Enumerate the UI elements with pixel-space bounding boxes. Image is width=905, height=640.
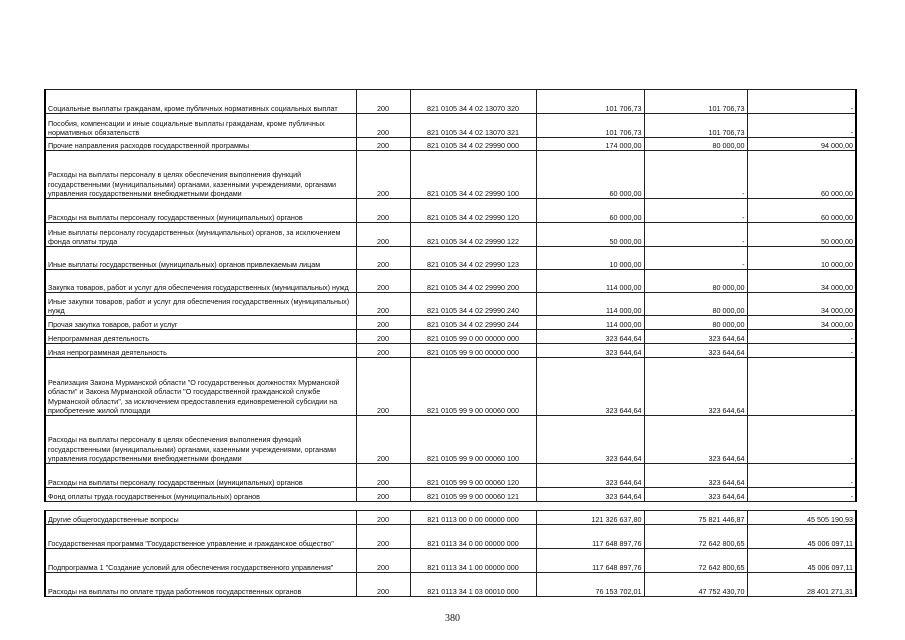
row-code: 200 <box>356 151 410 199</box>
row-code: 200 <box>356 358 410 416</box>
row-code: 200 <box>356 344 410 358</box>
row-unexecuted: 10 000,00 <box>747 247 856 270</box>
row-executed: 323 644,64 <box>644 344 747 358</box>
row-name: Реализация Закона Мурманской области "О государственных должностях Мурманской области" и Закона Мурманской области "О государственной гражданской службе Мурманской области", за исключением предоставления единовременной субсидии на приобретение жилой площади <box>45 358 356 416</box>
row-classification: 821 0105 34 4 02 29990 120 <box>410 199 536 223</box>
row-unexecuted: - <box>747 358 856 416</box>
table-row <box>45 464 856 488</box>
row-executed: 101 706,73 <box>644 90 747 114</box>
row-classification: 821 0105 99 9 00 00060 000 <box>410 358 536 416</box>
row-approved: 76 153 702,01 <box>536 573 644 597</box>
row-approved: 323 644,64 <box>536 358 644 416</box>
row-unexecuted: - <box>747 344 856 358</box>
row-name: Социальные выплаты гражданам, кроме публичных нормативных социальных выплат <box>45 90 356 114</box>
row-classification: 821 0105 99 9 00 00000 000 <box>410 344 536 358</box>
row-classification: 821 0113 34 1 00 00000 000 <box>410 549 536 573</box>
table-row <box>45 416 856 464</box>
row-approved: 117 648 897,76 <box>536 549 644 573</box>
row-name: Прочие направления расходов государственной программы <box>45 138 356 151</box>
row-unexecuted: 50 000,00 <box>747 223 856 247</box>
row-executed: 101 706,73 <box>644 114 747 138</box>
row-name: Непрограммная деятельность <box>45 330 356 344</box>
page-number: 380 <box>445 613 460 624</box>
row-approved: 50 000,00 <box>536 223 644 247</box>
table-row <box>45 330 856 344</box>
row-name: Расходы на выплаты персоналу государственных (муниципальных) органов <box>45 464 356 488</box>
row-unexecuted: - <box>747 416 856 464</box>
table-row <box>45 223 856 247</box>
table-row <box>45 270 856 293</box>
row-classification: 821 0105 34 4 02 29990 200 <box>410 270 536 293</box>
table-row <box>45 138 856 151</box>
row-executed: 80 000,00 <box>644 138 747 151</box>
row-executed: 323 644,64 <box>644 330 747 344</box>
row-classification: 821 0105 99 0 00 00000 000 <box>410 330 536 344</box>
row-approved: 60 000,00 <box>536 199 644 223</box>
table-row <box>45 151 856 199</box>
row-unexecuted: 94 000,00 <box>747 138 856 151</box>
row-code: 200 <box>356 247 410 270</box>
row-name: Иные закупки товаров, работ и услуг для обеспечения государственных (муниципальных) нужд <box>45 293 356 316</box>
table-row <box>45 525 856 549</box>
row-executed: 80 000,00 <box>644 293 747 316</box>
row-classification: 821 0105 34 4 02 29990 244 <box>410 316 536 330</box>
row-code: 200 <box>356 199 410 223</box>
row-approved: 323 644,64 <box>536 464 644 488</box>
row-name: Расходы на выплаты персоналу государственных (муниципальных) органов <box>45 199 356 223</box>
row-gap <box>45 502 856 511</box>
row-name: Иные выплаты персоналу государственных (муниципальных) органов, за исключением фонда оплаты труда <box>45 223 356 247</box>
row-code: 200 <box>356 573 410 597</box>
row-name: Фонд оплаты труда государственных (муниципальных) органов <box>45 488 356 502</box>
table-row <box>45 247 856 270</box>
row-executed: - <box>644 151 747 199</box>
budget-table <box>44 89 857 597</box>
row-unexecuted: 45 505 190,93 <box>747 511 856 525</box>
table-row <box>45 488 856 502</box>
row-unexecuted: 34 000,00 <box>747 316 856 330</box>
row-executed: - <box>644 223 747 247</box>
row-unexecuted: - <box>747 114 856 138</box>
row-approved: 114 000,00 <box>536 270 644 293</box>
table-row <box>45 511 856 525</box>
row-name: Государственная программа "Государственное управление и гражданское общество" <box>45 525 356 549</box>
row-classification: 821 0113 34 0 00 00000 000 <box>410 525 536 549</box>
table-row <box>45 90 856 114</box>
row-unexecuted: 28 401 271,31 <box>747 573 856 597</box>
row-code: 200 <box>356 138 410 151</box>
row-executed: 47 752 430,70 <box>644 573 747 597</box>
row-classification: 821 0113 34 1 03 00010 000 <box>410 573 536 597</box>
row-unexecuted: 60 000,00 <box>747 199 856 223</box>
row-executed: - <box>644 247 747 270</box>
row-code: 200 <box>356 488 410 502</box>
row-approved: 323 644,64 <box>536 330 644 344</box>
row-approved: 323 644,64 <box>536 344 644 358</box>
row-classification: 821 0105 34 4 02 29990 100 <box>410 151 536 199</box>
row-code: 200 <box>356 316 410 330</box>
row-executed: - <box>644 199 747 223</box>
row-unexecuted: - <box>747 90 856 114</box>
row-executed: 323 644,64 <box>644 416 747 464</box>
row-unexecuted: 45 006 097,11 <box>747 525 856 549</box>
row-executed: 72 642 800,65 <box>644 549 747 573</box>
table-row <box>45 316 856 330</box>
row-executed: 75 821 446,87 <box>644 511 747 525</box>
row-code: 200 <box>356 464 410 488</box>
row-name: Расходы на выплаты по оплате труда работников государственных органов <box>45 573 356 597</box>
row-code: 200 <box>356 511 410 525</box>
row-classification: 821 0105 34 4 02 13070 321 <box>410 114 536 138</box>
row-name: Расходы на выплаты персоналу в целях обеспечения выполнения функций государственными (муниципальными) органами, казенными учреждениями, органами управления государственными внебюджетными фондами <box>45 151 356 199</box>
row-code: 200 <box>356 549 410 573</box>
row-unexecuted: - <box>747 488 856 502</box>
row-code: 200 <box>356 270 410 293</box>
row-classification: 821 0105 99 9 00 00060 121 <box>410 488 536 502</box>
row-unexecuted: - <box>747 330 856 344</box>
row-name: Закупка товаров, работ и услуг для обеспечения государственных (муниципальных) нужд <box>45 270 356 293</box>
row-classification: 821 0105 34 4 02 29990 122 <box>410 223 536 247</box>
row-unexecuted: - <box>747 464 856 488</box>
row-classification: 821 0105 34 4 02 29990 123 <box>410 247 536 270</box>
row-code: 200 <box>356 416 410 464</box>
row-approved: 174 000,00 <box>536 138 644 151</box>
row-approved: 101 706,73 <box>536 90 644 114</box>
table-row <box>45 114 856 138</box>
row-approved: 10 000,00 <box>536 247 644 270</box>
row-approved: 114 000,00 <box>536 316 644 330</box>
row-unexecuted: 34 000,00 <box>747 270 856 293</box>
row-code: 200 <box>356 223 410 247</box>
row-approved: 121 326 637,80 <box>536 511 644 525</box>
row-name: Другие общегосударственные вопросы <box>45 511 356 525</box>
row-classification: 821 0105 34 4 02 29990 240 <box>410 293 536 316</box>
row-name: Прочая закупка товаров, работ и услуг <box>45 316 356 330</box>
row-executed: 323 644,64 <box>644 358 747 416</box>
row-approved: 101 706,73 <box>536 114 644 138</box>
row-name: Подпрограмма 1 "Создание условий для обеспечения государственного управления" <box>45 549 356 573</box>
row-executed: 323 644,64 <box>644 464 747 488</box>
row-name: Иные выплаты государственных (муниципальных) органов привлекаемым лицам <box>45 247 356 270</box>
gap-cell <box>45 502 856 511</box>
row-executed: 80 000,00 <box>644 316 747 330</box>
row-classification: 821 0105 34 4 02 29990 000 <box>410 138 536 151</box>
row-classification: 821 0113 00 0 00 00000 000 <box>410 511 536 525</box>
row-code: 200 <box>356 114 410 138</box>
row-name: Расходы на выплаты персоналу в целях обеспечения выполнения функций государственными (муниципальными) органами, казенными учреждениями, органами управления государственными внебюджетными фондами <box>45 416 356 464</box>
table-row <box>45 549 856 573</box>
row-code: 200 <box>356 90 410 114</box>
row-approved: 114 000,00 <box>536 293 644 316</box>
row-approved: 323 644,64 <box>536 488 644 502</box>
row-code: 200 <box>356 293 410 316</box>
table-row <box>45 344 856 358</box>
row-unexecuted: 45 006 097,11 <box>747 549 856 573</box>
table-row <box>45 293 856 316</box>
row-approved: 323 644,64 <box>536 416 644 464</box>
row-classification: 821 0105 99 9 00 00060 120 <box>410 464 536 488</box>
row-code: 200 <box>356 525 410 549</box>
row-approved: 117 648 897,76 <box>536 525 644 549</box>
table-row <box>45 358 856 416</box>
row-executed: 80 000,00 <box>644 270 747 293</box>
row-classification: 821 0105 34 4 02 13070 320 <box>410 90 536 114</box>
row-name: Иная непрограммная деятельность <box>45 344 356 358</box>
row-executed: 323 644,64 <box>644 488 747 502</box>
table-row <box>45 199 856 223</box>
row-executed: 72 642 800,65 <box>644 525 747 549</box>
table-row <box>45 573 856 597</box>
row-name: Пособия, компенсации и иные социальные выплаты гражданам, кроме публичных нормативных обязательств <box>45 114 356 138</box>
row-unexecuted: 34 000,00 <box>747 293 856 316</box>
row-classification: 821 0105 99 9 00 00060 100 <box>410 416 536 464</box>
row-unexecuted: 60 000,00 <box>747 151 856 199</box>
row-code: 200 <box>356 330 410 344</box>
row-approved: 60 000,00 <box>536 151 644 199</box>
